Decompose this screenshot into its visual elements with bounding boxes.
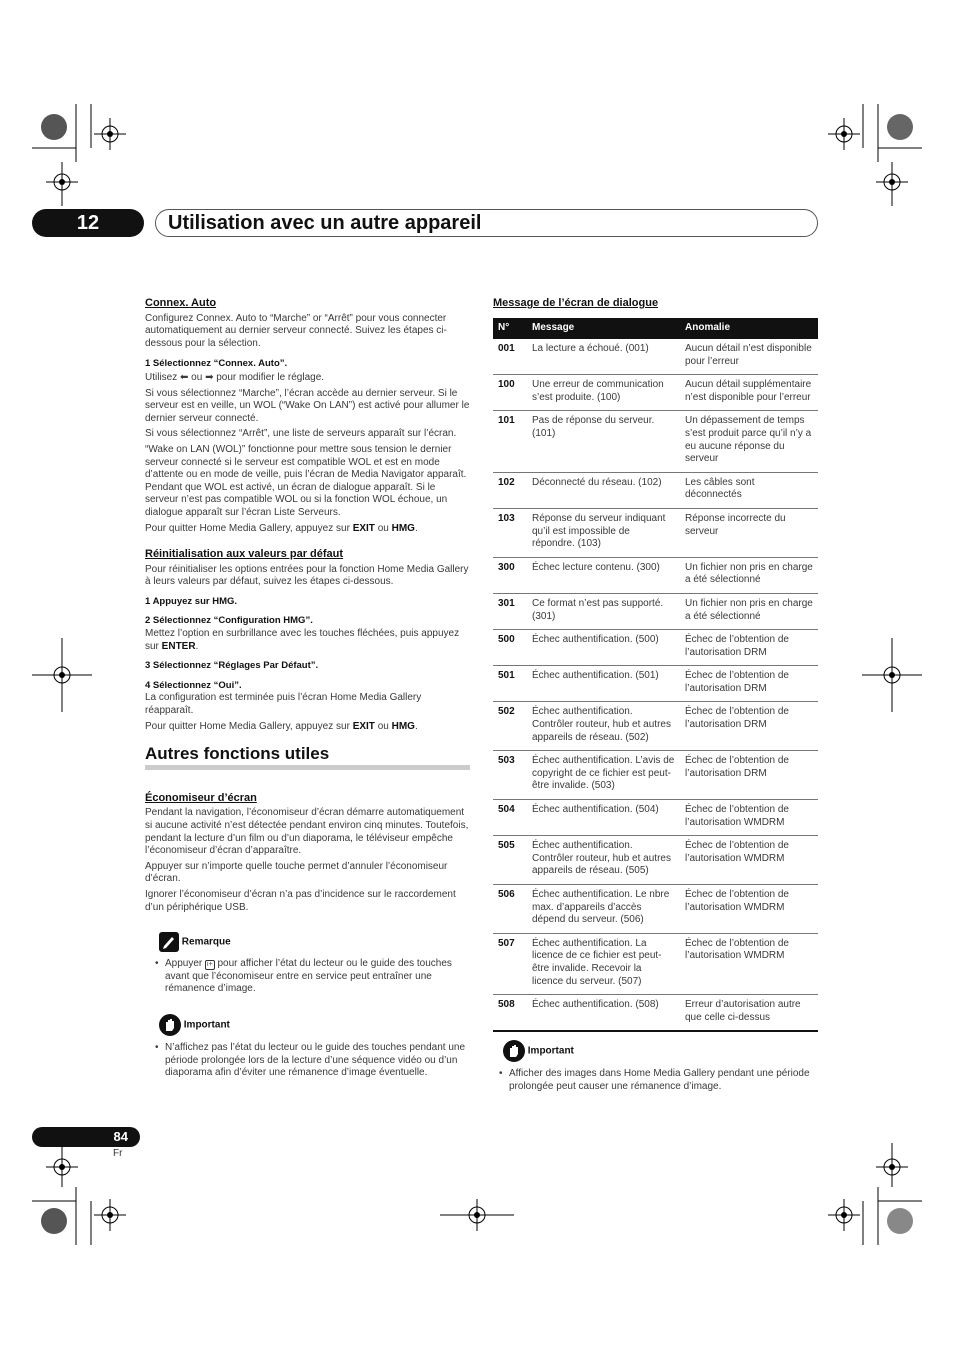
col-message: Message — [527, 318, 680, 339]
connex-arret: Si vous sélectionnez “Arrêt”, une liste de serveurs apparaît sur l’écran. — [145, 428, 457, 440]
row-message: Échec authentification. Contrôler routeur, hub et autres appareils de réseau. (502) — [527, 702, 680, 751]
period: . — [414, 522, 418, 534]
important-text: N’affichez pas l’état du lecteur ou le guide des touches pendant une période prolongée lors de la lecture d’une séquence vidéo ou d’un diaporama afin d’éviter une rémanence d’image éventuelle. — [165, 1041, 466, 1079]
bullet-dot: • — [499, 1068, 503, 1079]
eco-p2: Appuyer sur n’importe quelle touche permet d’annuler l’économiseur d’écran. — [145, 860, 448, 885]
row-number: 505 — [493, 836, 527, 885]
row-number: 001 — [493, 339, 527, 375]
row-number: 502 — [493, 702, 527, 751]
left-column — [145, 297, 470, 1080]
dialog-message-heading: Message de l’écran de dialogue — [493, 297, 659, 309]
important-heading: Important — [183, 1019, 230, 1031]
table-row — [493, 375, 818, 411]
row-number: 504 — [493, 800, 527, 836]
row-anomalie: Aucun détail supplémentaire n’est disponible pour l’erreur — [680, 375, 818, 411]
bullet-dot: • — [155, 958, 159, 970]
dialog-heading-wrap — [493, 297, 818, 310]
row-anomalie: Un fichier non pris en charge a été sélectionné — [680, 557, 818, 593]
table-row — [493, 933, 818, 994]
exit-key: EXIT — [352, 720, 375, 732]
remarque-heading: Remarque — [181, 936, 231, 948]
reset-step4: 4 Sélectionnez “Oui”. — [145, 679, 242, 691]
page-number: 84 — [113, 1129, 128, 1144]
or-word: ou — [374, 522, 392, 534]
reset-quit-text: Pour quitter Home Media Gallery, appuyez sur — [145, 720, 353, 732]
table-header-row — [493, 318, 818, 339]
section-rule — [145, 765, 470, 770]
period: . — [414, 720, 418, 732]
table-row — [493, 836, 818, 885]
row-message: Échec authentification. La licence de ce fichier est peut-être invalide. Recevoir la licence du serveur. (507) — [527, 933, 680, 994]
remarque-text-post: pour afficher l’état du lecteur ou le guide des touches avant que l’économiseur entre en service peut entraîner une rémanence d’image. — [165, 958, 452, 995]
eco-p3: Ignorer l’économiseur d’écran n’a pas d’incidence sur le raccordement d’un périphérique USB. — [145, 888, 456, 913]
row-message: Échec authentification. Contrôler routeur, hub et autres appareils de réseau. (505) — [527, 836, 680, 885]
table-row — [493, 666, 818, 702]
chapter-title-box — [155, 209, 818, 237]
remarque-block — [155, 932, 470, 996]
row-number: 300 — [493, 557, 527, 593]
reset-intro: Pour réinitialiser les options entrées pour la fonction Home Media Gallery à leurs valeurs par défaut, suivez les étapes ci-dessous. — [145, 563, 469, 588]
important-block-right — [499, 1040, 818, 1093]
table-row — [493, 411, 818, 472]
row-anomalie: Échec de l’obtention de l’autorisation DRM — [680, 630, 818, 666]
hand-stop-icon — [159, 1014, 181, 1036]
table-row — [493, 508, 818, 557]
table-row — [493, 630, 818, 666]
row-anomalie: Échec de l’obtention de l’autorisation WMDRM — [680, 800, 818, 836]
connex-intro: Configurez Connex. Auto to “Marche” or “Arrêt” pour vous connecter automatiquement au dernier serveur connecté. Suivez les étapes ci-dessous pour la sélection. — [145, 312, 447, 349]
connex-heading: Connex. Auto — [145, 297, 217, 309]
table-row — [493, 702, 818, 751]
important-bullet — [155, 1042, 470, 1080]
eco-heading: Économiseur d’écran — [145, 791, 257, 804]
autres-heading: Autres fonctions utiles — [145, 744, 330, 764]
row-message: Échec authentification. (504) — [527, 800, 680, 836]
row-message: Échec authentification. L’avis de copyright de ce fichier est peut-être invalide. (503) — [527, 751, 680, 800]
row-number: 102 — [493, 472, 527, 508]
row-message: Une erreur de communication s’est produite. (100) — [527, 375, 680, 411]
reset-step1: 1 Appuyez sur HMG. — [145, 595, 238, 607]
row-number: 100 — [493, 375, 527, 411]
row-anomalie: Réponse incorrecte du serveur — [680, 508, 818, 557]
important-text: Afficher des images dans Home Media Gallery pendant une période prolongée peut causer une rémanence d’image. — [509, 1068, 810, 1092]
row-number: 103 — [493, 508, 527, 557]
row-anomalie: Échec de l’obtention de l’autorisation WMDRM — [680, 933, 818, 994]
hand-stop-icon — [503, 1040, 525, 1062]
connex-quit — [145, 523, 470, 536]
language-code: Fr — [113, 1148, 123, 1159]
reset-step2-text — [145, 628, 470, 653]
col-number: N° — [493, 318, 527, 339]
important-title-row — [159, 1014, 470, 1036]
row-anomalie: Échec de l’obtention de l’autorisation DRM — [680, 702, 818, 751]
remarque-title-row — [159, 932, 470, 952]
period: . — [195, 640, 199, 652]
reset-step2: 2 Sélectionnez “Configuration HMG”. — [145, 615, 313, 627]
row-message: Réponse du serveur indiquant qu’il est impossible de répondre. (103) — [527, 508, 680, 557]
row-anomalie: Échec de l’obtention de l’autorisation WMDRM — [680, 885, 818, 934]
col-anomalie: Anomalie — [680, 318, 818, 339]
row-anomalie: Échec de l’obtention de l’autorisation DRM — [680, 751, 818, 800]
reset-step4-text: La configuration est terminée puis l’écran Home Media Gallery réapparaît. — [145, 692, 422, 717]
eco-p1: Pendant la navigation, l’économiseur d’écran démarre automatiquement si aucune activité n’est détectée pendant environ cinq minutes. Toutefois, pendant la lecture d’un film ou d’un diaporama, le téléviseur empêche l’économiseur d’écran d’apparaître. — [145, 807, 469, 857]
reset-quit — [145, 721, 470, 734]
row-anomalie: Erreur d’autorisation autre que celle ci-dessus — [680, 995, 818, 1032]
row-message: Échec authentification. (501) — [527, 666, 680, 702]
row-message: Échec lecture contenu. (300) — [527, 557, 680, 593]
reset-step3: 3 Sélectionnez “Réglages Par Défaut”. — [145, 660, 319, 672]
row-number: 503 — [493, 751, 527, 800]
connex-step1: 1 Sélectionnez “Connex. Auto”. — [145, 358, 288, 370]
table-row — [493, 995, 818, 1032]
connex-quit-text: Pour quitter Home Media Gallery, appuyez sur — [145, 522, 353, 534]
important-block-left — [155, 1014, 470, 1080]
bullet-dot: • — [155, 1041, 159, 1053]
page-title: Utilisation avec un autre appareil — [168, 212, 482, 234]
row-message: Déconnecté du réseau. (102) — [527, 472, 680, 508]
table-row — [493, 593, 818, 629]
chapter-number: 12 — [76, 212, 100, 234]
row-anomalie: Échec de l’obtention de l’autorisation DRM — [680, 666, 818, 702]
important-bullet — [499, 1068, 818, 1093]
row-number: 508 — [493, 995, 527, 1032]
table-row — [493, 472, 818, 508]
hmg-key: HMG — [391, 720, 415, 732]
connex-wol: “Wake on LAN (WOL)” fonctionne pour mettre sous tension le dernier serveur connecté si le serveur est compatible WOL et est en mode d’attente ou en mode de veille, puis l’écran de Media Navigator apparaît. Pendant que WOL est activé, un écran de dialogue apparaît. Si le serveur n’est pas compatible WOL ou si la fonction WOL échoue, un dialogue apparaît sur l’écran Liste Serveurs. — [145, 443, 467, 518]
row-number: 500 — [493, 630, 527, 666]
row-anomalie: Un dépassement de temps s’est produit parce qu’il n’y a eu aucune réponse du serveur — [680, 411, 818, 472]
message-table-body — [493, 339, 818, 1031]
table-row — [493, 557, 818, 593]
connex-step1-text: Utilisez ⬅ ou ➡ pour modifier le réglage. — [145, 371, 325, 383]
reset-heading: Réinitialisation aux valeurs par défaut — [145, 548, 344, 561]
row-message: Ce format n’est pas supporté. (301) — [527, 593, 680, 629]
remarque-text-pre: Appuyer — [165, 958, 206, 970]
row-number: 101 — [493, 411, 527, 472]
important-heading: Important — [527, 1045, 574, 1057]
important-title-row — [503, 1040, 818, 1062]
or-word: ou — [374, 720, 392, 732]
row-number: 301 — [493, 593, 527, 629]
page-number-badge — [32, 1127, 140, 1147]
row-message: Pas de réponse du serveur. (101) — [527, 411, 680, 472]
row-message: Échec authentification. (508) — [527, 995, 680, 1032]
table-row — [493, 751, 818, 800]
reset-step2-desc: Mettez l’option en surbrillance avec les touches fléchées, puis appuyez sur — [145, 628, 460, 652]
exit-key: EXIT — [352, 522, 375, 534]
connex-marche: Si vous sélectionnez “Marche”, l’écran accède au dernier serveur. Si le serveur est en veille, un WOL (“Wake On LAN”) est activé pour allumer le dernier serveur connecté. — [145, 387, 470, 424]
row-number: 501 — [493, 666, 527, 702]
message-table — [493, 318, 818, 1032]
enter-key: ENTER — [161, 640, 196, 652]
table-row — [493, 800, 818, 836]
remarque-bullet — [155, 958, 470, 996]
row-anomalie: Les câbles sont déconnectés — [680, 472, 818, 508]
info-key-icon: i+ — [207, 961, 213, 969]
row-message: Échec authentification. Le nbre max. d’appareils d’accès dépend du serveur. (506) — [527, 885, 680, 934]
row-message: Échec authentification. (500) — [527, 630, 680, 666]
row-number: 507 — [493, 933, 527, 994]
hmg-key: HMG — [391, 522, 415, 534]
row-anomalie: Un fichier non pris en charge a été sélectionné — [680, 593, 818, 629]
table-row — [493, 339, 818, 375]
remarque-text — [165, 958, 470, 996]
row-number: 506 — [493, 885, 527, 934]
row-anomalie: Aucun détail n’est disponible pour l’erreur — [680, 339, 818, 375]
table-row — [493, 885, 818, 934]
note-pencil-icon — [159, 932, 179, 952]
row-anomalie: Échec de l’obtention de l’autorisation WMDRM — [680, 836, 818, 885]
row-message: La lecture a échoué. (001) — [527, 339, 680, 375]
chapter-badge — [32, 209, 144, 237]
